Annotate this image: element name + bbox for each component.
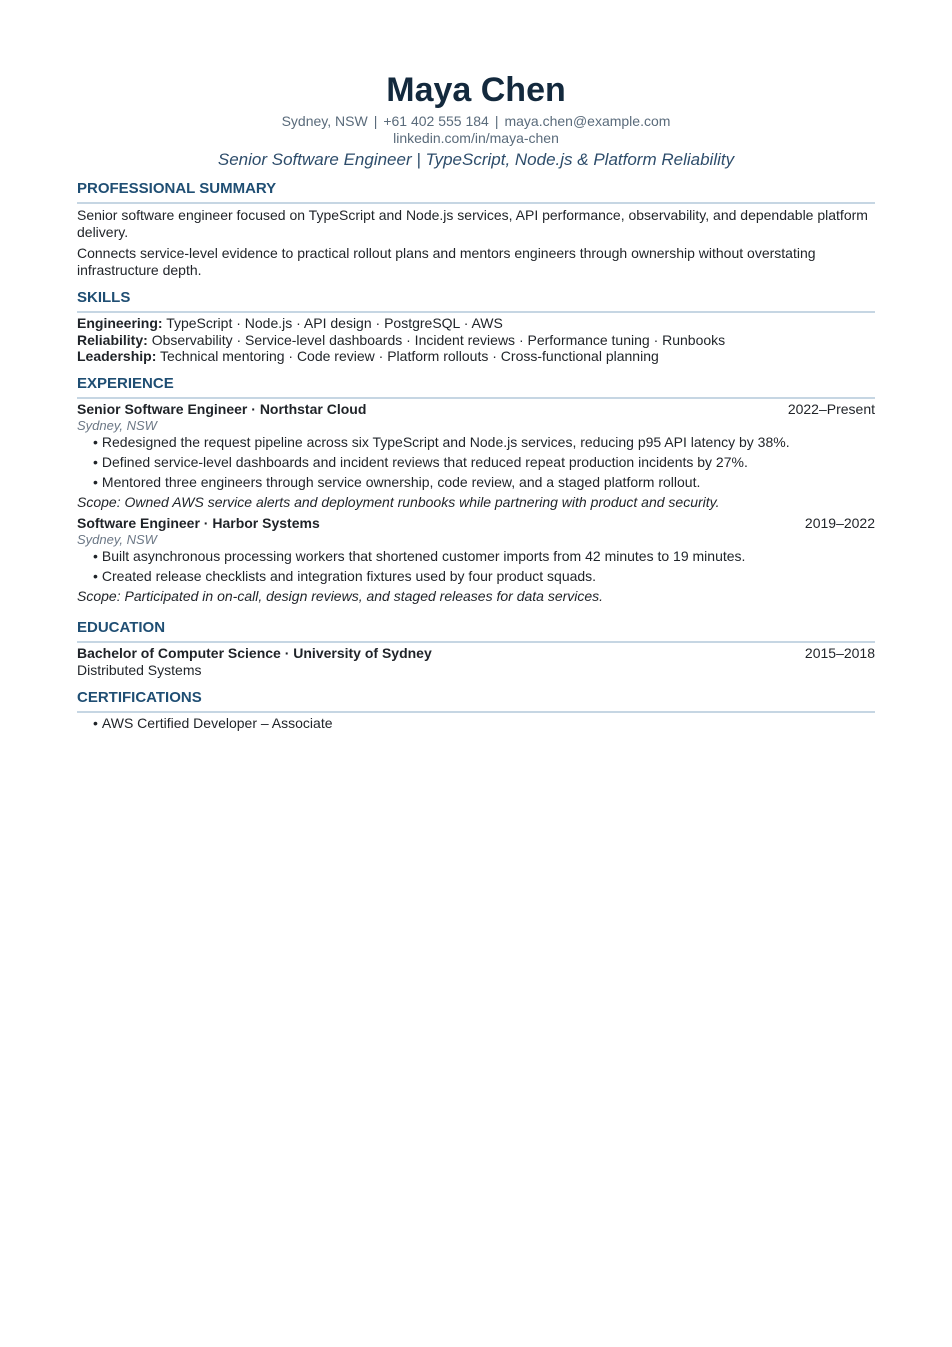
certification-list xyxy=(77,715,875,732)
bullet-text: Defined service-level dashboards and incident reviews that reduced repeat production incidents by 27%. xyxy=(101,453,748,470)
phone-text: +61 402 555 184 xyxy=(383,113,489,129)
job-title: Software Engineer · Harbor Systems xyxy=(77,514,320,531)
job-dates: 2022–Present xyxy=(787,400,875,417)
bullet-text: Created release checklists and integration fixtures used by four product squads. xyxy=(101,567,597,584)
bullet-mark: • xyxy=(93,433,98,450)
bullet-mark: • xyxy=(93,473,98,490)
job-bullets xyxy=(77,548,875,585)
bullet-mark: • xyxy=(93,714,98,731)
email-link[interactable]: maya.chen@example.com xyxy=(504,113,671,129)
skill-label: Leadership: xyxy=(77,348,157,364)
skill-label: Engineering: xyxy=(77,315,163,331)
skill-line xyxy=(77,332,875,349)
location-text: Sydney, NSW xyxy=(281,113,368,129)
education-header xyxy=(77,645,875,662)
section-title: EDUCATION xyxy=(77,619,875,643)
section-title: SKILLS xyxy=(77,289,875,313)
degree-title: Bachelor of Computer Science · University of Sydney xyxy=(77,644,432,661)
job-location: Sydney, NSW xyxy=(77,417,157,433)
job-scope: Scope: Owned AWS service alerts and deployment runbooks while partnering with product and security. xyxy=(77,493,720,510)
bullet-mark: • xyxy=(93,567,98,584)
headline: Senior Software Engineer | TypeScript, Node.js & Platform Reliability xyxy=(217,150,735,169)
resume-header xyxy=(77,70,875,171)
certifications-section xyxy=(77,689,875,732)
list-item xyxy=(93,454,875,471)
bullet-mark: • xyxy=(93,547,98,564)
bullet-mark: • xyxy=(93,453,98,470)
job-header xyxy=(77,515,875,532)
section-title: EXPERIENCE xyxy=(77,375,875,399)
skill-value: TypeScript · Node.js · API design · PostgreSQL · AWS xyxy=(166,315,503,331)
education-dates: 2015–2018 xyxy=(804,644,875,661)
education-detail: Distributed Systems xyxy=(77,661,202,678)
linkedin-link[interactable]: linkedin.com/in/maya-chen xyxy=(393,130,559,146)
bullet-text: Redesigned the request pipeline across six TypeScript and Node.js services, reducing p95 API latency by 38%. xyxy=(101,433,790,450)
list-item xyxy=(93,548,875,565)
skill-value: Technical mentoring · Code review · Platform rollouts · Cross-functional planning xyxy=(160,348,659,364)
job-scope: Scope: Participated in on-call, design reviews, and staged releases for data services. xyxy=(77,587,604,604)
job-location: Sydney, NSW xyxy=(77,531,157,547)
section-title: PROFESSIONAL SUMMARY xyxy=(77,180,875,204)
job-title: Senior Software Engineer · Northstar Cloud xyxy=(77,400,367,417)
skills-section xyxy=(77,289,875,365)
bullet-text: Built asynchronous processing workers that shortened customer imports from 42 minutes to 19 minutes. xyxy=(101,547,746,564)
section-title: CERTIFICATIONS xyxy=(77,689,875,713)
summary-section xyxy=(77,180,875,279)
job-entry xyxy=(77,515,875,605)
contact-separator: | xyxy=(373,113,378,129)
bullet-text: Mentored three engineers through service ownership, code review, and a staged platform rollout. xyxy=(101,473,701,490)
skill-line xyxy=(77,348,875,365)
job-header xyxy=(77,401,875,418)
skill-value: Observability · Service-level dashboards · Incident reviews · Performance tuning · Runbooks xyxy=(151,331,726,348)
certification-text: AWS Certified Developer – Associate xyxy=(101,714,333,731)
education-section xyxy=(77,619,875,679)
summary-paragraph: Senior software engineer focused on TypeScript and Node.js services, API performance, observability, and dependable platform delivery. xyxy=(77,207,868,240)
linkedin-line xyxy=(77,130,875,147)
job-bullets xyxy=(77,434,875,491)
experience-section xyxy=(77,375,875,605)
list-item xyxy=(93,434,875,451)
list-item xyxy=(93,715,875,732)
job-entry xyxy=(77,401,875,511)
candidate-name: Maya Chen xyxy=(386,71,566,109)
summary-paragraph: Connects service-level evidence to practical rollout plans and mentors engineers through ownership without overstating infrastructure depth. xyxy=(77,245,816,278)
skill-label: Reliability: xyxy=(77,331,148,348)
skills-list xyxy=(77,315,875,365)
contact-separator: | xyxy=(494,113,499,129)
job-dates: 2019–2022 xyxy=(804,514,875,531)
list-item xyxy=(93,568,875,585)
skill-line xyxy=(77,315,875,332)
list-item xyxy=(93,474,875,491)
contact-line xyxy=(77,113,875,130)
